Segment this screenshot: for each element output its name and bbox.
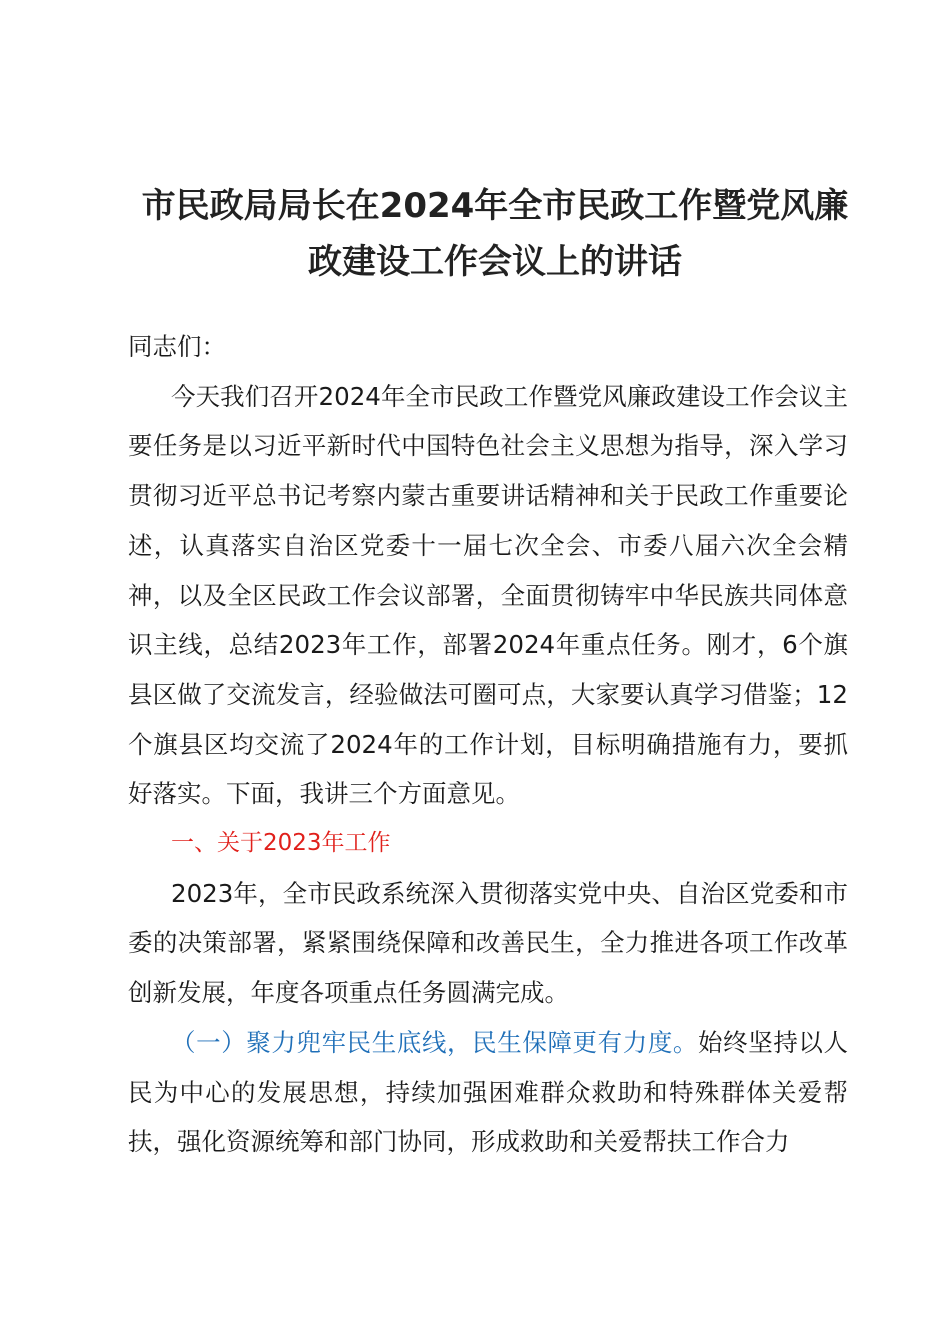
document-body <box>128 322 848 1167</box>
paragraph-intro: 今天我们召开2024年全市民政工作暨党风廉政建设工作会议主要任务是以习近平新时代中国特色社会主义思想为指导，深入学习贯彻习近平总书记考察内蒙古重要讲话精神和关于民政工作重要论述，认真落实自治区党委十一届七次全会、市委八届六次全会精神，以及全区民政工作会议部署，全面贯彻铸牢中华民族共同体意识主线，总结2023年工作，部署2024年重点任务。刚才，6个旗县区做了交流发言，经验做法可圈可点，大家要认真学习借鉴；12个旗县区均交流了2024年的工作计划，目标明确措施有力，要抓好落实。下面，我讲三个方面意见。 <box>128 381 848 809</box>
subsection-1-text: 始终坚持以人民为中心的发展思想，持续加强困难群众救助和特殊群体关爱帮扶，强化资源统筹和部门协同，形成救助和关爱帮扶工作合力 <box>128 1027 849 1157</box>
greeting: 同志们： <box>128 332 226 361</box>
title-line-1: 市民政局局长在2024年全市民政工作暨党风廉 <box>141 186 849 226</box>
document-title <box>100 178 890 290</box>
title-line-2: 政建设工作会议上的讲话 <box>308 242 682 282</box>
paragraph-2023-summary: 2023年，全市民政系统深入贯彻落实党中央、自治区党委和市委的决策部署，紧紧围绕保障和改善民生，全力推进各项工作改革创新发展，年度各项重点任务圆满完成。 <box>128 878 848 1008</box>
section-heading-1: 一、关于2023年工作 <box>171 830 391 857</box>
paragraph-subsection-1 <box>128 1018 848 1167</box>
subheading-1: （一）聚力兜牢民生底线，民生保障更有力度。 <box>171 1027 699 1057</box>
